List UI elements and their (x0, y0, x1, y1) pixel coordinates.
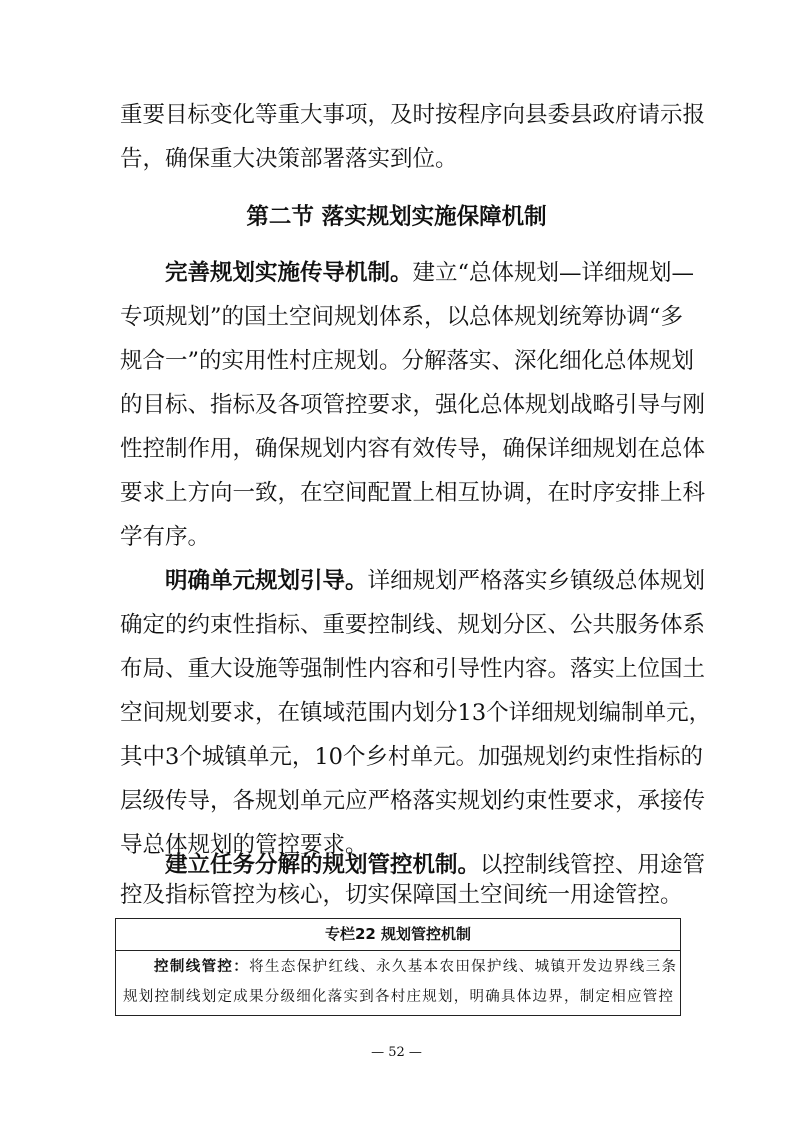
body-text-line: 重要目标变化等重大事项，及时按程序向县委县政府请示报 (120, 102, 706, 128)
box-first-line (154, 952, 676, 982)
paragraph-lead: 明确单元规划引导。 (165, 568, 368, 594)
body-text-line: 的目标、指标及各项管控要求，强化总体规划战略引导与刚 (120, 392, 706, 418)
paragraph-first-line (165, 850, 706, 880)
body-text-line: 要求上方向一致，在空间配置上相互协调，在时序安排上科 (120, 480, 706, 506)
section-heading: 第二节 落实规划实施保障机制 (246, 204, 547, 230)
body-text-line: 确定的约束性指标、重要控制线、规划分区、公共服务体系 (120, 612, 706, 638)
paragraph-first-line (165, 258, 695, 288)
body-text-line: 性控制作用，确保规划内容有效传导，确保详细规划在总体 (120, 436, 706, 462)
paragraph-lead: 完善规划实施传导机制。 (165, 260, 413, 286)
page-number: — 52 — (371, 1045, 422, 1060)
body-text-line: 布局、重大设施等强制性内容和引导性内容。落实上位国土 (120, 656, 706, 682)
paragraph-text: 以控制线管控、用途管 (480, 852, 706, 878)
body-text-line: 导总体规划的管控要求。 (120, 832, 368, 858)
sidebar-box (115, 918, 681, 1016)
paragraph-text: 建立“总体规划—详细规划— (412, 260, 695, 286)
body-text-line: 控及指标管控为核心，切实保障国土空间统一用途管控。 (120, 882, 683, 908)
body-text-line: 空间规划要求，在镇域范围内划分13个详细规划编制单元， (120, 700, 712, 726)
box-title: 专栏22 规划管控机制 (116, 919, 680, 951)
paragraph-first-line (165, 566, 706, 596)
body-text-line: 其中3个城镇单元，10个乡村单元。加强规划约束性指标的 (120, 744, 703, 770)
body-text-line: 告，确保重大决策部署落实到位。 (120, 146, 458, 172)
body-text-line: 学有序。 (120, 524, 211, 550)
box-text: 将生态保护红线、永久基本农田保护线、城镇开发边界线三条 (249, 959, 676, 975)
paragraph-text: 详细规划严格落实乡镇级总体规划 (367, 568, 706, 594)
paragraph-lead: 建立任务分解的规划管控机制。 (165, 852, 481, 878)
box-text-line: 规划控制线划定成果分级细化落实到各村庄规划，明确具体边界，制定相应管控 (123, 989, 673, 1005)
box-lead: 控制线管控： (154, 959, 250, 975)
body-text-line: 专项规划”的国土空间规划体系，以总体规划统筹协调“多 (120, 304, 684, 330)
body-text-line: 规合一”的实用性村庄规划。分解落实、深化细化总体规划 (120, 348, 695, 374)
body-text-line: 层级传导，各规划单元应严格落实规划约束性要求，承接传 (120, 788, 706, 814)
